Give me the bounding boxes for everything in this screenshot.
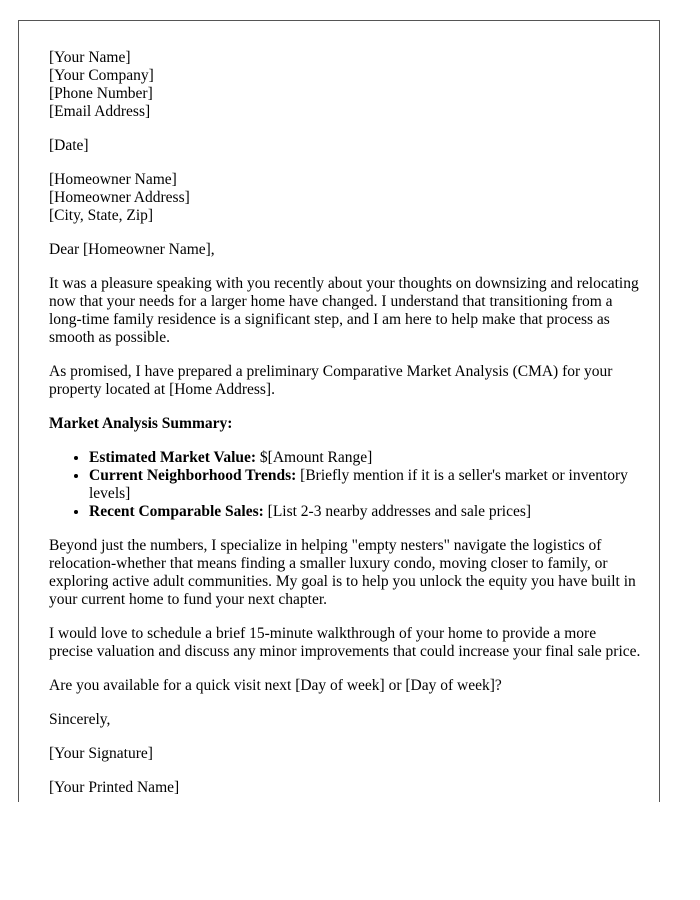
letter-content xyxy=(49,49,641,802)
summary-list xyxy=(49,449,641,521)
summary-item-market-value xyxy=(89,449,641,467)
summary-item-neighborhood-trends xyxy=(89,467,641,503)
letter-page xyxy=(18,20,660,802)
cma-paragraph: As promised, I have prepared a preliminary Comparative Market Analysis (CMA) for your property located at [Home Address]. xyxy=(49,363,613,398)
intro-paragraph: It was a pleasure speaking with you recently about your thoughts on downsizing and relocating now that your needs for a larger home have changed. I understand that transitioning from a long-time family residence is a significant step, and I am here to help make that process as smooth as possible. xyxy=(49,275,639,346)
summary-heading: Market Analysis Summary: xyxy=(49,415,233,432)
summary-item-text: [Briefly mention if it is a seller's market or inventory levels] xyxy=(89,467,628,502)
salutation: Dear [Homeowner Name], xyxy=(49,241,215,258)
sender-email: [Email Address] xyxy=(49,103,151,120)
beyond-paragraph: Beyond just the numbers, I specialize in helping "empty nesters" navigate the logistics of relocation-whether that means finding a smaller luxury condo, moving closer to family, or exploring active adult communities. My goal is to help you unlock the equity you have built in your current home to fund your next chapter. xyxy=(49,537,636,608)
sender-phone: [Phone Number] xyxy=(49,85,153,102)
sender-block xyxy=(49,49,641,121)
summary-item-comparable-sales xyxy=(89,503,641,521)
summary-item-label: Estimated Market Value: xyxy=(89,449,257,466)
summary-item-text: [List 2-3 nearby addresses and sale prices] xyxy=(263,503,532,520)
signature: [Your Signature] xyxy=(49,745,153,762)
walkthrough-paragraph: I would love to schedule a brief 15-minute walkthrough of your home to provide a more precise valuation and discuss any minor improvements that could increase your final sale price. xyxy=(49,625,641,660)
date-block xyxy=(49,137,641,155)
summary-item-label: Recent Comparable Sales: xyxy=(89,503,264,520)
closing: Sincerely, xyxy=(49,711,111,728)
summary-item-text: $[Amount Range] xyxy=(256,449,373,466)
sender-name: [Your Name] xyxy=(49,49,131,66)
availability-paragraph: Are you available for a quick visit next [Day of week] or [Day of week]? xyxy=(49,677,502,694)
recipient-name: [Homeowner Name] xyxy=(49,171,177,188)
recipient-address: [Homeowner Address] xyxy=(49,189,190,206)
sender-company: [Your Company] xyxy=(49,67,154,84)
recipient-city-state-zip: [City, State, Zip] xyxy=(49,207,154,224)
letter-date: [Date] xyxy=(49,137,89,154)
recipient-block xyxy=(49,171,641,225)
printed-name: [Your Printed Name] xyxy=(49,779,180,796)
summary-item-label: Current Neighborhood Trends: xyxy=(89,467,297,484)
